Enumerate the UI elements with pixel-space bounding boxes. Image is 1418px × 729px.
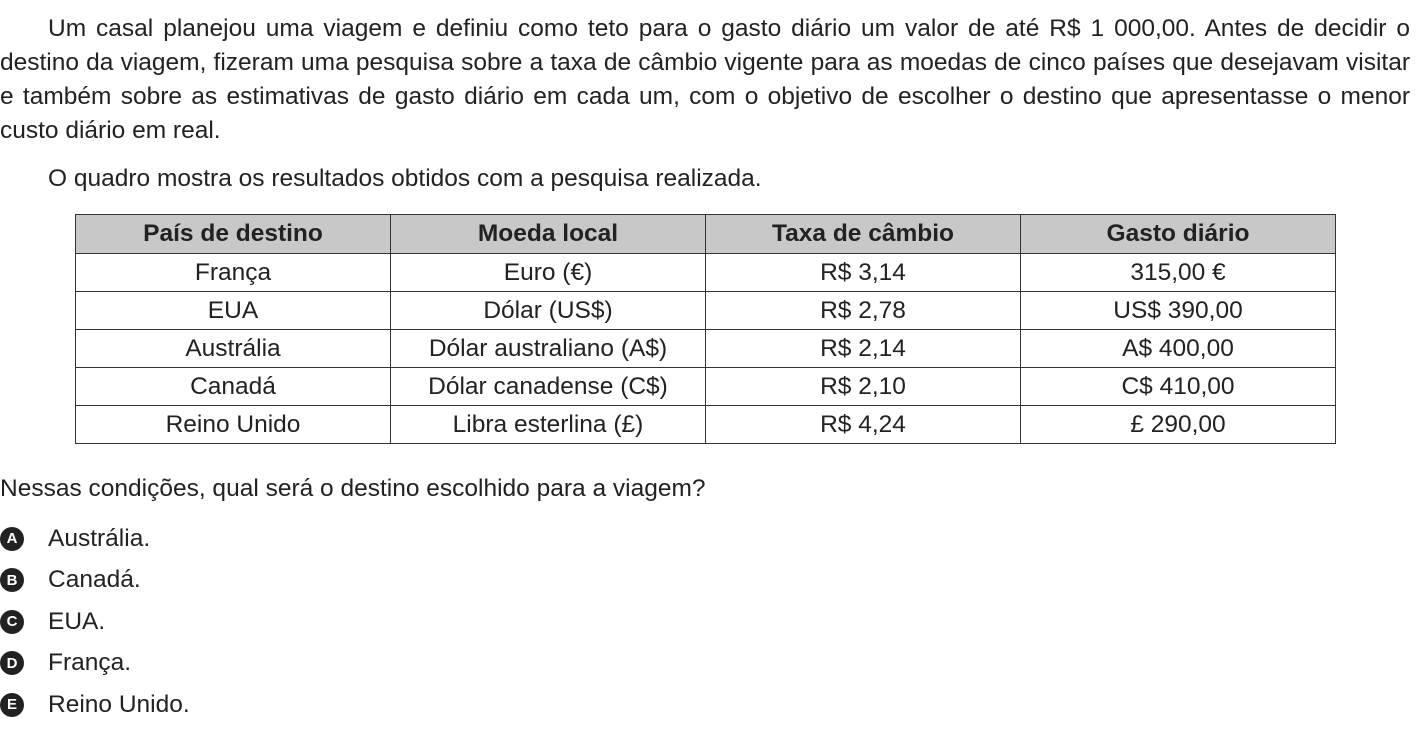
question-text: Nessas condições, qual será o destino escolhido para a viagem? bbox=[0, 475, 706, 502]
cell-pais: Canadá bbox=[76, 368, 391, 406]
table-row bbox=[76, 368, 1336, 406]
answer-options bbox=[0, 518, 190, 726]
header-gasto: Gasto diário bbox=[1021, 215, 1336, 254]
cell-gasto: £ 290,00 bbox=[1021, 406, 1336, 444]
table-row bbox=[76, 254, 1336, 292]
option-letter-badge: A bbox=[0, 527, 24, 551]
option-c[interactable] bbox=[0, 601, 190, 643]
option-text: Reino Unido. bbox=[48, 690, 190, 718]
option-e[interactable] bbox=[0, 684, 190, 726]
cell-pais: EUA bbox=[76, 292, 391, 330]
cell-moeda: Dólar australiano (A$) bbox=[391, 330, 706, 368]
option-text: EUA. bbox=[48, 607, 106, 635]
cell-taxa: R$ 2,78 bbox=[706, 292, 1021, 330]
table-row bbox=[76, 406, 1336, 444]
cell-taxa: R$ 2,10 bbox=[706, 368, 1021, 406]
cell-moeda: Libra esterlina (£) bbox=[391, 406, 706, 444]
cell-taxa: R$ 3,14 bbox=[706, 254, 1021, 292]
option-letter-badge: E bbox=[0, 693, 24, 717]
option-letter-badge: D bbox=[0, 651, 24, 675]
cell-taxa: R$ 2,14 bbox=[706, 330, 1021, 368]
header-moeda: Moeda local bbox=[391, 215, 706, 254]
option-text: Canadá. bbox=[48, 566, 141, 594]
intro-paragraph: Um casal planejou uma viagem e definiu como teto para o gasto diário um valor de até R$ 1 000,00. Antes de decidir o destino da viagem, fizeram uma pesquisa sobre a taxa de câmbio vigente para as moedas de cinco países que desejavam visitar e também sobre as estimativas de gasto diário em cada um, com o objetivo de escolher o destino que apresentasse o menor custo diário em real. bbox=[0, 15, 1410, 144]
cell-moeda: Dólar canadense (C$) bbox=[391, 368, 706, 406]
cell-gasto: A$ 400,00 bbox=[1021, 330, 1336, 368]
option-text: França. bbox=[48, 649, 132, 677]
option-b[interactable] bbox=[0, 560, 190, 602]
table-intro: O quadro mostra os resultados obtidos com a pesquisa realizada. bbox=[48, 165, 762, 192]
cell-taxa: R$ 4,24 bbox=[706, 406, 1021, 444]
cell-gasto: C$ 410,00 bbox=[1021, 368, 1336, 406]
option-text: Austrália. bbox=[48, 524, 151, 552]
option-letter-badge: B bbox=[0, 568, 24, 592]
cell-gasto: 315,00 € bbox=[1021, 254, 1336, 292]
option-letter-badge: C bbox=[0, 610, 24, 634]
cell-pais: Austrália bbox=[76, 330, 391, 368]
cell-pais: França bbox=[76, 254, 391, 292]
table-row bbox=[76, 292, 1336, 330]
cell-gasto: US$ 390,00 bbox=[1021, 292, 1336, 330]
results-table bbox=[75, 214, 1336, 444]
table-row bbox=[76, 330, 1336, 368]
option-a[interactable] bbox=[0, 518, 190, 560]
cell-pais: Reino Unido bbox=[76, 406, 391, 444]
option-d[interactable] bbox=[0, 643, 190, 685]
table-header-row bbox=[76, 215, 1336, 254]
header-pais: País de destino bbox=[76, 215, 391, 254]
header-taxa: Taxa de câmbio bbox=[706, 215, 1021, 254]
cell-moeda: Euro (€) bbox=[391, 254, 706, 292]
cell-moeda: Dólar (US$) bbox=[391, 292, 706, 330]
